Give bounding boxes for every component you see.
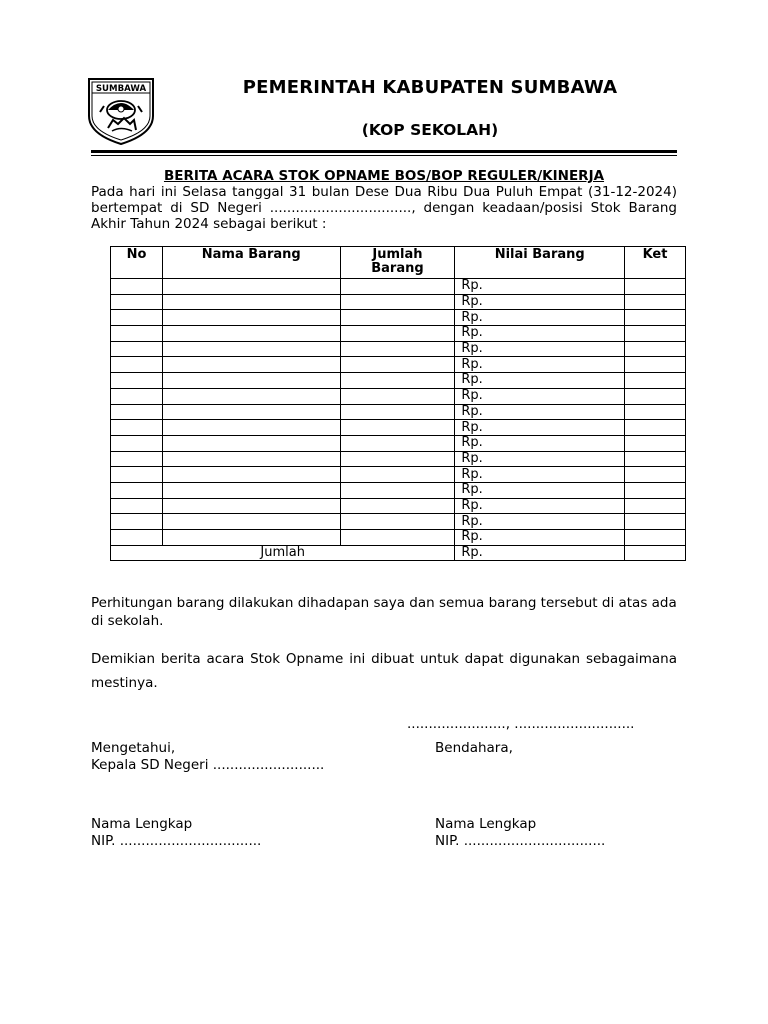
cell-note xyxy=(625,341,686,357)
cell-item-name xyxy=(162,373,340,389)
table-row xyxy=(111,404,686,420)
table-row xyxy=(111,326,686,342)
table-row xyxy=(111,498,686,514)
cell-item-name xyxy=(162,451,340,467)
total-label: Jumlah xyxy=(111,545,455,561)
intro-paragraph: Pada hari ini Selasa tanggal 31 bulan Dese Dua Ribu Dua Puluh Empat (31-12-2024) bertempat di SD Negeri ................................., dengan keadaan/posisi Stok Barang Akhir Tahun 2024 sebagai berikut : xyxy=(91,184,677,232)
cell-quantity xyxy=(340,294,455,310)
cell-no xyxy=(111,326,163,342)
cell-quantity xyxy=(340,467,455,483)
cell-value: Rp. xyxy=(455,326,625,342)
treasurer-nip: NIP. ................................. xyxy=(435,833,606,849)
cell-item-name xyxy=(162,310,340,326)
cell-quantity xyxy=(340,357,455,373)
acknowledged-label: Mengetahui, xyxy=(91,740,176,756)
cell-quantity xyxy=(340,482,455,498)
cell-item-name xyxy=(162,482,340,498)
principal-label: Kepala SD Negeri .......................... xyxy=(91,757,325,773)
cell-no xyxy=(111,279,163,295)
table-row xyxy=(111,341,686,357)
treasurer-name: Nama Lengkap xyxy=(435,816,537,832)
cell-value: Rp. xyxy=(455,498,625,514)
cell-item-name xyxy=(162,467,340,483)
cell-item-name xyxy=(162,326,340,342)
header-quantity: Jumlah Barang xyxy=(340,247,455,279)
cell-item-name xyxy=(162,279,340,295)
cell-item-name xyxy=(162,294,340,310)
cell-item-name xyxy=(162,530,340,546)
letterhead-thick-rule xyxy=(91,150,677,153)
sumbawa-regency-logo xyxy=(86,76,156,146)
cell-no xyxy=(111,388,163,404)
table-body xyxy=(111,279,686,561)
table-header-row xyxy=(111,247,686,279)
place-date-line: ......................., ............................ xyxy=(407,716,635,732)
cell-no xyxy=(111,467,163,483)
cell-value: Rp. xyxy=(455,420,625,436)
cell-no xyxy=(111,498,163,514)
cell-quantity xyxy=(340,420,455,436)
cell-value: Rp. xyxy=(455,310,625,326)
table-row xyxy=(111,310,686,326)
cell-quantity xyxy=(340,451,455,467)
cell-value: Rp. xyxy=(455,373,625,389)
cell-note xyxy=(625,420,686,436)
cell-no xyxy=(111,373,163,389)
header-note: Ket xyxy=(625,247,686,279)
government-heading: PEMERINTAH KABUPATEN SUMBAWA xyxy=(242,77,618,98)
cell-value: Rp. xyxy=(455,482,625,498)
cell-quantity xyxy=(340,498,455,514)
cell-note xyxy=(625,279,686,295)
statement-paragraph-2: Demikian berita acara Stok Opname ini dibuat untuk dapat digunakan sebagaimana mestinya. xyxy=(91,651,677,691)
header-value: Nilai Barang xyxy=(455,247,625,279)
table-row xyxy=(111,467,686,483)
cell-item-name xyxy=(162,420,340,436)
cell-note xyxy=(625,404,686,420)
cell-no xyxy=(111,294,163,310)
cell-item-name xyxy=(162,388,340,404)
cell-quantity xyxy=(340,514,455,530)
cell-note xyxy=(625,467,686,483)
cell-note xyxy=(625,498,686,514)
cell-no xyxy=(111,435,163,451)
table-row xyxy=(111,530,686,546)
cell-quantity xyxy=(340,341,455,357)
cell-no xyxy=(111,482,163,498)
cell-note xyxy=(625,373,686,389)
cell-no xyxy=(111,341,163,357)
cell-value: Rp. xyxy=(455,467,625,483)
cell-note xyxy=(625,310,686,326)
logo-text: SUMBAWA xyxy=(95,84,147,94)
cell-value: Rp. xyxy=(455,357,625,373)
cell-value: Rp. xyxy=(455,341,625,357)
cell-item-name xyxy=(162,357,340,373)
cell-value: Rp. xyxy=(455,530,625,546)
cell-value: Rp. xyxy=(455,294,625,310)
cell-no xyxy=(111,404,163,420)
principal-nip: NIP. ................................. xyxy=(91,833,262,849)
stock-table xyxy=(110,246,686,561)
cell-quantity xyxy=(340,310,455,326)
cell-note xyxy=(625,530,686,546)
cell-note xyxy=(625,482,686,498)
cell-value: Rp. xyxy=(455,388,625,404)
coat-of-arms-icon xyxy=(86,76,156,146)
cell-quantity xyxy=(340,435,455,451)
cell-no xyxy=(111,310,163,326)
cell-quantity xyxy=(340,404,455,420)
cell-no xyxy=(111,514,163,530)
total-row xyxy=(111,545,686,561)
cell-value: Rp. xyxy=(455,435,625,451)
total-note-cell xyxy=(625,545,686,561)
cell-quantity xyxy=(340,279,455,295)
cell-item-name xyxy=(162,498,340,514)
table-row xyxy=(111,294,686,310)
cell-quantity xyxy=(340,326,455,342)
header-item-name: Nama Barang xyxy=(162,247,340,279)
treasurer-label: Bendahara, xyxy=(435,740,513,756)
cell-no xyxy=(111,420,163,436)
table-row xyxy=(111,279,686,295)
cell-value: Rp. xyxy=(455,451,625,467)
table-row xyxy=(111,357,686,373)
header-no: No xyxy=(111,247,163,279)
treasurer-block xyxy=(435,740,513,757)
cell-value: Rp. xyxy=(455,514,625,530)
table-row xyxy=(111,435,686,451)
cell-item-name xyxy=(162,435,340,451)
cell-item-name xyxy=(162,341,340,357)
cell-value: Rp. xyxy=(455,279,625,295)
cell-no xyxy=(111,530,163,546)
document-title: BERITA ACARA STOK OPNAME BOS/BOP REGULER/KINERJA xyxy=(163,168,605,184)
acknowledger-block xyxy=(91,740,324,774)
table-row xyxy=(111,373,686,389)
cell-value: Rp. xyxy=(455,404,625,420)
cell-no xyxy=(111,357,163,373)
cell-item-name xyxy=(162,514,340,530)
cell-quantity xyxy=(340,530,455,546)
cell-note xyxy=(625,514,686,530)
principal-name: Nama Lengkap xyxy=(91,816,193,832)
table-row xyxy=(111,482,686,498)
cell-note xyxy=(625,294,686,310)
cell-note xyxy=(625,435,686,451)
treasurer-signature xyxy=(435,816,605,850)
principal-signature xyxy=(91,816,261,850)
table-row xyxy=(111,420,686,436)
cell-quantity xyxy=(340,373,455,389)
letterhead-thin-rule xyxy=(91,155,677,156)
total-value: Rp. xyxy=(455,545,625,561)
cell-note xyxy=(625,388,686,404)
school-letterhead-placeholder: (KOP SEKOLAH) xyxy=(361,121,499,139)
statement-paragraph-1: Perhitungan barang dilakukan dihadapan saya dan semua barang tersebut di atas ada di sekolah. xyxy=(91,595,677,629)
cell-note xyxy=(625,326,686,342)
cell-note xyxy=(625,451,686,467)
table-row xyxy=(111,514,686,530)
table-row xyxy=(111,451,686,467)
table-row xyxy=(111,388,686,404)
cell-item-name xyxy=(162,404,340,420)
cell-note xyxy=(625,357,686,373)
cell-quantity xyxy=(340,388,455,404)
cell-no xyxy=(111,451,163,467)
